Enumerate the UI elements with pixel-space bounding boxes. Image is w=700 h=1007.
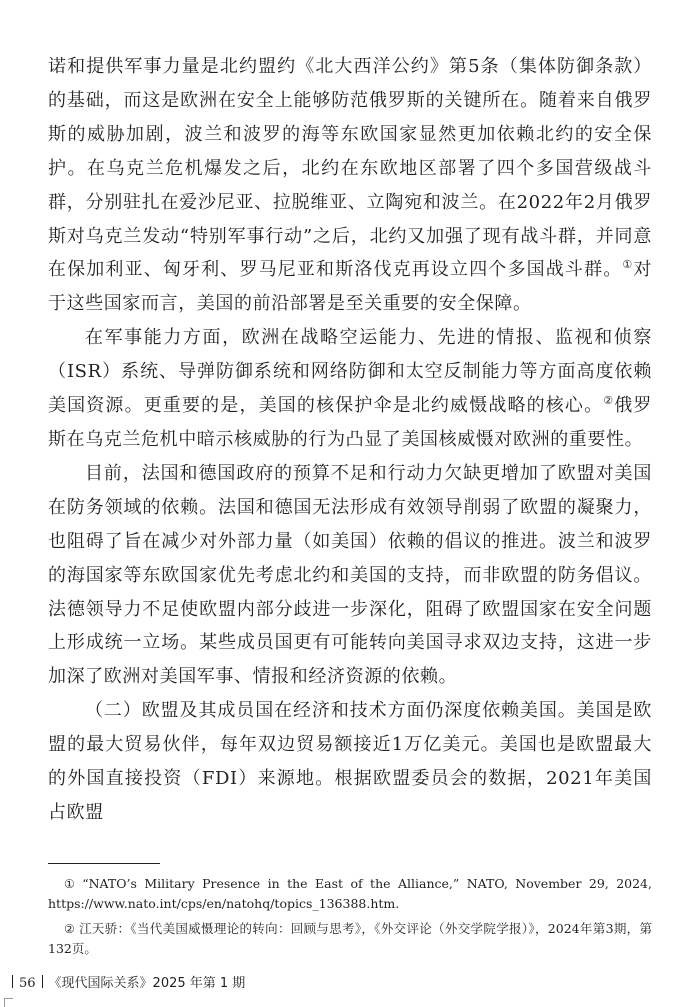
paragraph-1 <box>48 50 652 321</box>
paragraph-3 <box>48 457 652 694</box>
footnote-text: 江天骄：《当代美国威慑理论的转向：回顾与思考》，《外交评论（外交学院学报）》，2024年第3期，第132页。 <box>48 921 652 956</box>
paragraph-text: 俄罗斯在乌克兰危机中暗示核威胁的行为凸显了美国核威慑对欧洲的重要性。 <box>48 395 652 450</box>
footnote-ref-1[interactable]: ① <box>622 258 634 272</box>
paragraph-text: 对于这些国家而言，美国的前沿部署是至关重要的安全保障。 <box>48 259 652 315</box>
footnote-divider <box>48 863 160 864</box>
crop-mark <box>4 998 13 1007</box>
paragraph-4 <box>48 694 652 830</box>
paragraph-text: 目前，法国和德国政府的预算不足和行动力欠缺更增加了欧盟对美国在防务领域的依赖。法国和德国无法形成有效领导削弱了欧盟的凝聚力，也阻碍了旨在减少对外部力量（如美国）依赖的倡议的推进。波兰和波罗的海国家等东欧国家优先考虑北约和美国的支持，而非欧盟的防务倡议。法德领导力不足使欧盟内部分歧进一步深化，阻碍了欧盟国家在安全问题上形成统一立场。某些成员国更有可能转向美国寻求双边支持，这进一步加深了欧洲对美国军事、情报和经济资源的依赖。 <box>48 462 652 688</box>
footnote-ref-2[interactable]: ② <box>603 394 615 408</box>
footnote-number: ② <box>64 922 76 936</box>
journal-name: 《现代国际关系》2025 年第 1 期 <box>48 976 246 991</box>
footnote-number: ① <box>64 877 79 891</box>
paragraph-text: （二）欧盟及其成员国在经济和技术方面仍深度依赖美国。美国是欧盟的最大贸易伙伴，每年双边贸易额接近1万亿美元。美国也是欧盟最大的外国直接投资（FDI）来源地。根据欧盟委员会的数据，2021年美国占欧盟 <box>48 700 652 823</box>
page-number: 56 <box>19 976 36 991</box>
body-text <box>48 50 652 830</box>
footnote-2 <box>48 919 652 958</box>
paragraph-text: 在军事能力方面，欧洲在战略空运能力、先进的情报、监视和侦察（ISR）系统、导弹防御系统和网络防御和太空反制能力等方面高度依赖美国资源。更重要的是，美国的核保护伞是北约威慑战略的核心。 <box>48 327 652 417</box>
page-footer <box>6 975 245 993</box>
footer-separator <box>12 975 13 988</box>
paragraph-text: 诺和提供军事力量是北约盟约《北大西洋公约》第5条（集体防御条款）的基础，而这是欧洲在安全上能够防范俄罗斯的关键所在。随着来自俄罗斯的威胁加剧，波兰和波罗的海等东欧国家显然更加依赖北约的安全保护。在乌克兰危机爆发之后，北约在东欧地区部署了四个多国营级战斗群，分别驻扎在爱沙尼亚、拉脱维亚、立陶宛和波兰。在2022年2月俄罗斯对乌克兰发动“特别军事行动”之后，北约又加强了现有战斗群，并同意在保加利亚、匈牙利、罗马尼亚和斯洛伐克再设立四个多国战斗群。 <box>48 56 652 281</box>
paragraph-2 <box>48 321 652 457</box>
footnote-text: “NATO’s Military Presence in the East of the Alliance,” NATO, November 29, 2024, https://www.nato.int/cps/en/natohq/topics_136388.htm. <box>48 876 652 911</box>
footer-separator <box>42 975 43 988</box>
footnote-1 <box>48 874 652 913</box>
footnotes <box>48 874 652 964</box>
